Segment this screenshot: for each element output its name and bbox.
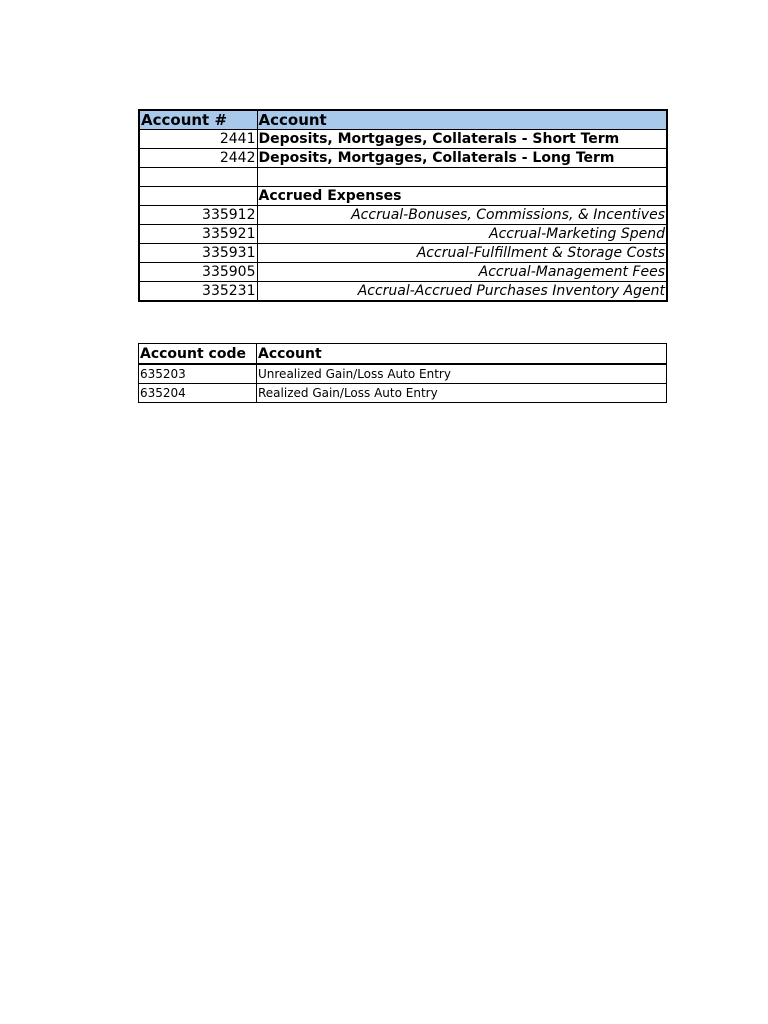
account-code-cell: 2441 [139, 130, 257, 149]
account-code-cell: 335905 [139, 263, 257, 282]
table-row [139, 206, 667, 225]
header-account: Account [257, 344, 667, 365]
table-header-row [139, 110, 667, 130]
account-name-cell: Deposits, Mortgages, Collaterals - Long Term [257, 149, 667, 168]
account-name-cell [257, 168, 667, 187]
table-row [139, 384, 667, 403]
table-row [139, 130, 667, 149]
table-header-row [139, 344, 667, 365]
account-name-cell: Accrual-Management Fees [257, 263, 667, 282]
table-row-empty [139, 168, 667, 187]
table-row [139, 364, 667, 384]
account-code-cell: 335231 [139, 282, 257, 302]
header-account-code: Account code [139, 344, 257, 365]
account-code-cell: 335921 [139, 225, 257, 244]
header-account-number: Account # [139, 110, 257, 130]
account-name-cell: Realized Gain/Loss Auto Entry [257, 384, 667, 403]
table-row [139, 149, 667, 168]
account-code-cell: 335931 [139, 244, 257, 263]
account-code-cell: 335912 [139, 206, 257, 225]
account-code-cell: 635203 [139, 364, 257, 384]
table-row [139, 263, 667, 282]
table-row [139, 244, 667, 263]
account-name-cell: Accrual-Fulfillment & Storage Costs [257, 244, 667, 263]
account-name-cell: Accrual-Marketing Spend [257, 225, 667, 244]
account-code-cell [139, 187, 257, 206]
account-name-cell: Deposits, Mortgages, Collaterals - Short Term [257, 130, 667, 149]
account-code-cell: 2442 [139, 149, 257, 168]
table-row [139, 282, 667, 302]
account-name-cell: Accrual-Accrued Purchases Inventory Agent [257, 282, 667, 302]
account-name-cell: Accrual-Bonuses, Commissions, & Incentives [257, 206, 667, 225]
account-code-cell [139, 168, 257, 187]
header-account: Account [257, 110, 667, 130]
account-code-cell: 635204 [139, 384, 257, 403]
gain-loss-table [138, 343, 667, 403]
table-row [139, 225, 667, 244]
account-name-cell: Unrealized Gain/Loss Auto Entry [257, 364, 667, 384]
section-heading-row [139, 187, 667, 206]
section-heading: Accrued Expenses [257, 187, 667, 206]
account-table [138, 109, 668, 302]
